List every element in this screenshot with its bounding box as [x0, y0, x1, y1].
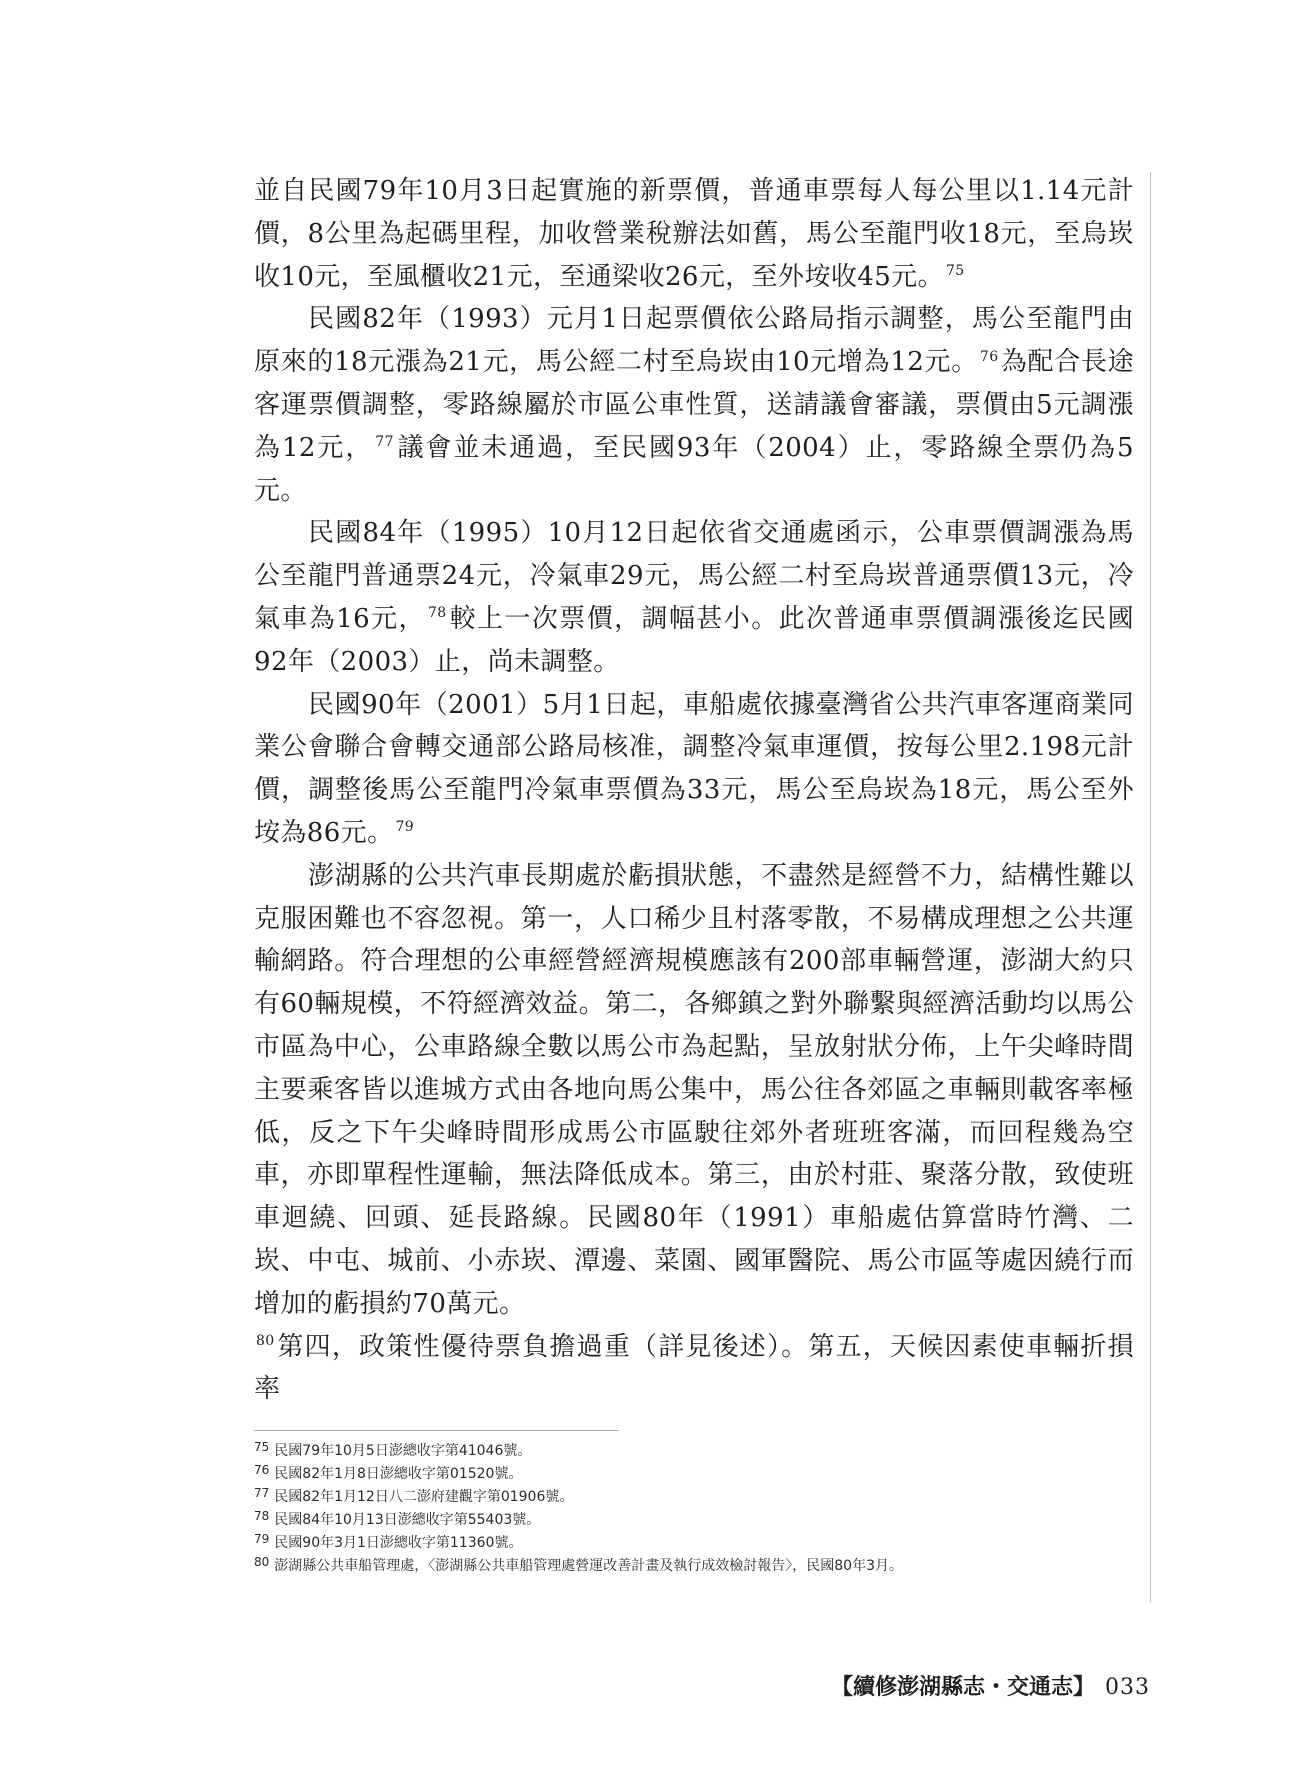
footnote-ref-75[interactable]: 75: [945, 262, 965, 279]
margin-rule: [1150, 172, 1151, 1602]
footnote-75: 75 民國79年10月5日澎總收字第41046號。: [254, 1440, 532, 1459]
running-title: 【續修澎湖縣志・交通志】: [830, 1674, 1095, 1700]
page-footer: [831, 1670, 1150, 1701]
footnotes: [254, 1440, 1134, 1578]
footnote-ref-79[interactable]: 79: [395, 819, 415, 836]
footnote-ref-78[interactable]: 78: [427, 605, 447, 622]
footnote-77: 77 民國82年1月12日八二澎府建觀字第01906號。: [254, 1486, 574, 1505]
paragraph-2: 民國82年（1993）元月1日起票價依公路局指示調整，馬公至龍門由原來的18元漲為21元，馬公經二村至烏崁由10元增為12元。 $^{76}$為配合長途客運票價調整，零路線屬於市區公車性質，送請議會審議，票價由5元調漲為12元， $^{77}$議會並未通過，至民國93年（2004）止，零路線全票仍為5元。: [254, 304, 1134, 506]
paragraph-4: 民國90年（2001）5月1日起，車船處依據臺灣省公共汽車客運商業同業公會聯合會轉交通部公路局核准，調整冷氣車運價，按每公里2.198元計價，調整後馬公至龍門冷氣車票價為33元，馬公至烏崁為18元，馬公至外垵為86元。 $^{79}$: [254, 689, 1134, 848]
paragraph-6: $^{80}$第四，政策性優待票負擔過重（詳見後述）。第五，天候因素使車輛折損率: [254, 1331, 1134, 1405]
footnote-78: 78 民國84年10月13日澎總收字第55403號。: [254, 1509, 541, 1528]
paragraph-5: 澎湖縣的公共汽車長期處於虧損狀態，不盡然是經營不力，結構性難以克服困難也不容忽視。第一，人口稀少且村落零散，不易構成理想之公共運輸網路。符合理想的公車經營經濟規模應該有200部車輛營運，澎湖大約只有60輛規模，不符經濟效益。第二，各鄉鎮之對外聯繫與經濟活動均以馬公市區為中心，公車路線全數以馬公市為起點，呈放射狀分佈，上午尖峰時間主要乘客皆以進城方式由各地向馬公集中，馬公往各郊區之車輛則載客率極低，反之下午尖峰時間形成馬公市區駛往郊外者班班客滿，而回程幾為空車，亦即單程性運輸，無法降低成本。第三，由於村莊、聚落分散，致使班車迴繞、回頭、延長路線。民國80年（1991）車船處估算當時竹灣、二崁、中屯、城前、小赤崁、潭邊、菜園、國軍醫院、馬公市區等處因繞行而增加的虧損約70萬元。: [254, 860, 1134, 1319]
paragraph-1: 並自民國79年10月3日起實施的新票價，普通車票每人每公里以1.14元計價，8公里為起碼里程，加收營業稅辦法如舊，馬公至龍門收18元，至烏崁收10元，至風櫃收21元，至通梁收26元，至外垵收45元。 $^{75}$: [254, 176, 1134, 292]
footnote-76: 76 民國82年1月8日澎總收字第01520號。: [254, 1463, 523, 1482]
paragraph-3: 民國84年（1995）10月12日起依省交通處函示，公車票價調漲為馬公至龍門普通票24元，冷氣車29元，馬公經二村至烏崁普通票價13元，冷氣車為16元， $^{78}$較上一次票價，調幅甚小。此次普通車票價調漲後迄民國92年（2003）止，尚未調整。: [254, 518, 1134, 677]
footnote-ref-77[interactable]: 77: [375, 434, 394, 451]
page-number: 033: [1105, 1675, 1150, 1700]
footnote-80: 80 澎湖縣公共車船管理處，〈澎湖縣公共車船管理處營運改善計畫及執行成效檢討報告〉，民國80年3月。: [254, 1555, 904, 1574]
footnote-divider: [254, 1430, 619, 1431]
footnote-ref-76[interactable]: 76: [979, 348, 999, 365]
footnote-79: 79 民國90年3月1日澎總收字第11360號。: [254, 1532, 523, 1551]
body-text: [254, 170, 1134, 1411]
footnote-ref-80[interactable]: 80: [256, 1332, 275, 1349]
